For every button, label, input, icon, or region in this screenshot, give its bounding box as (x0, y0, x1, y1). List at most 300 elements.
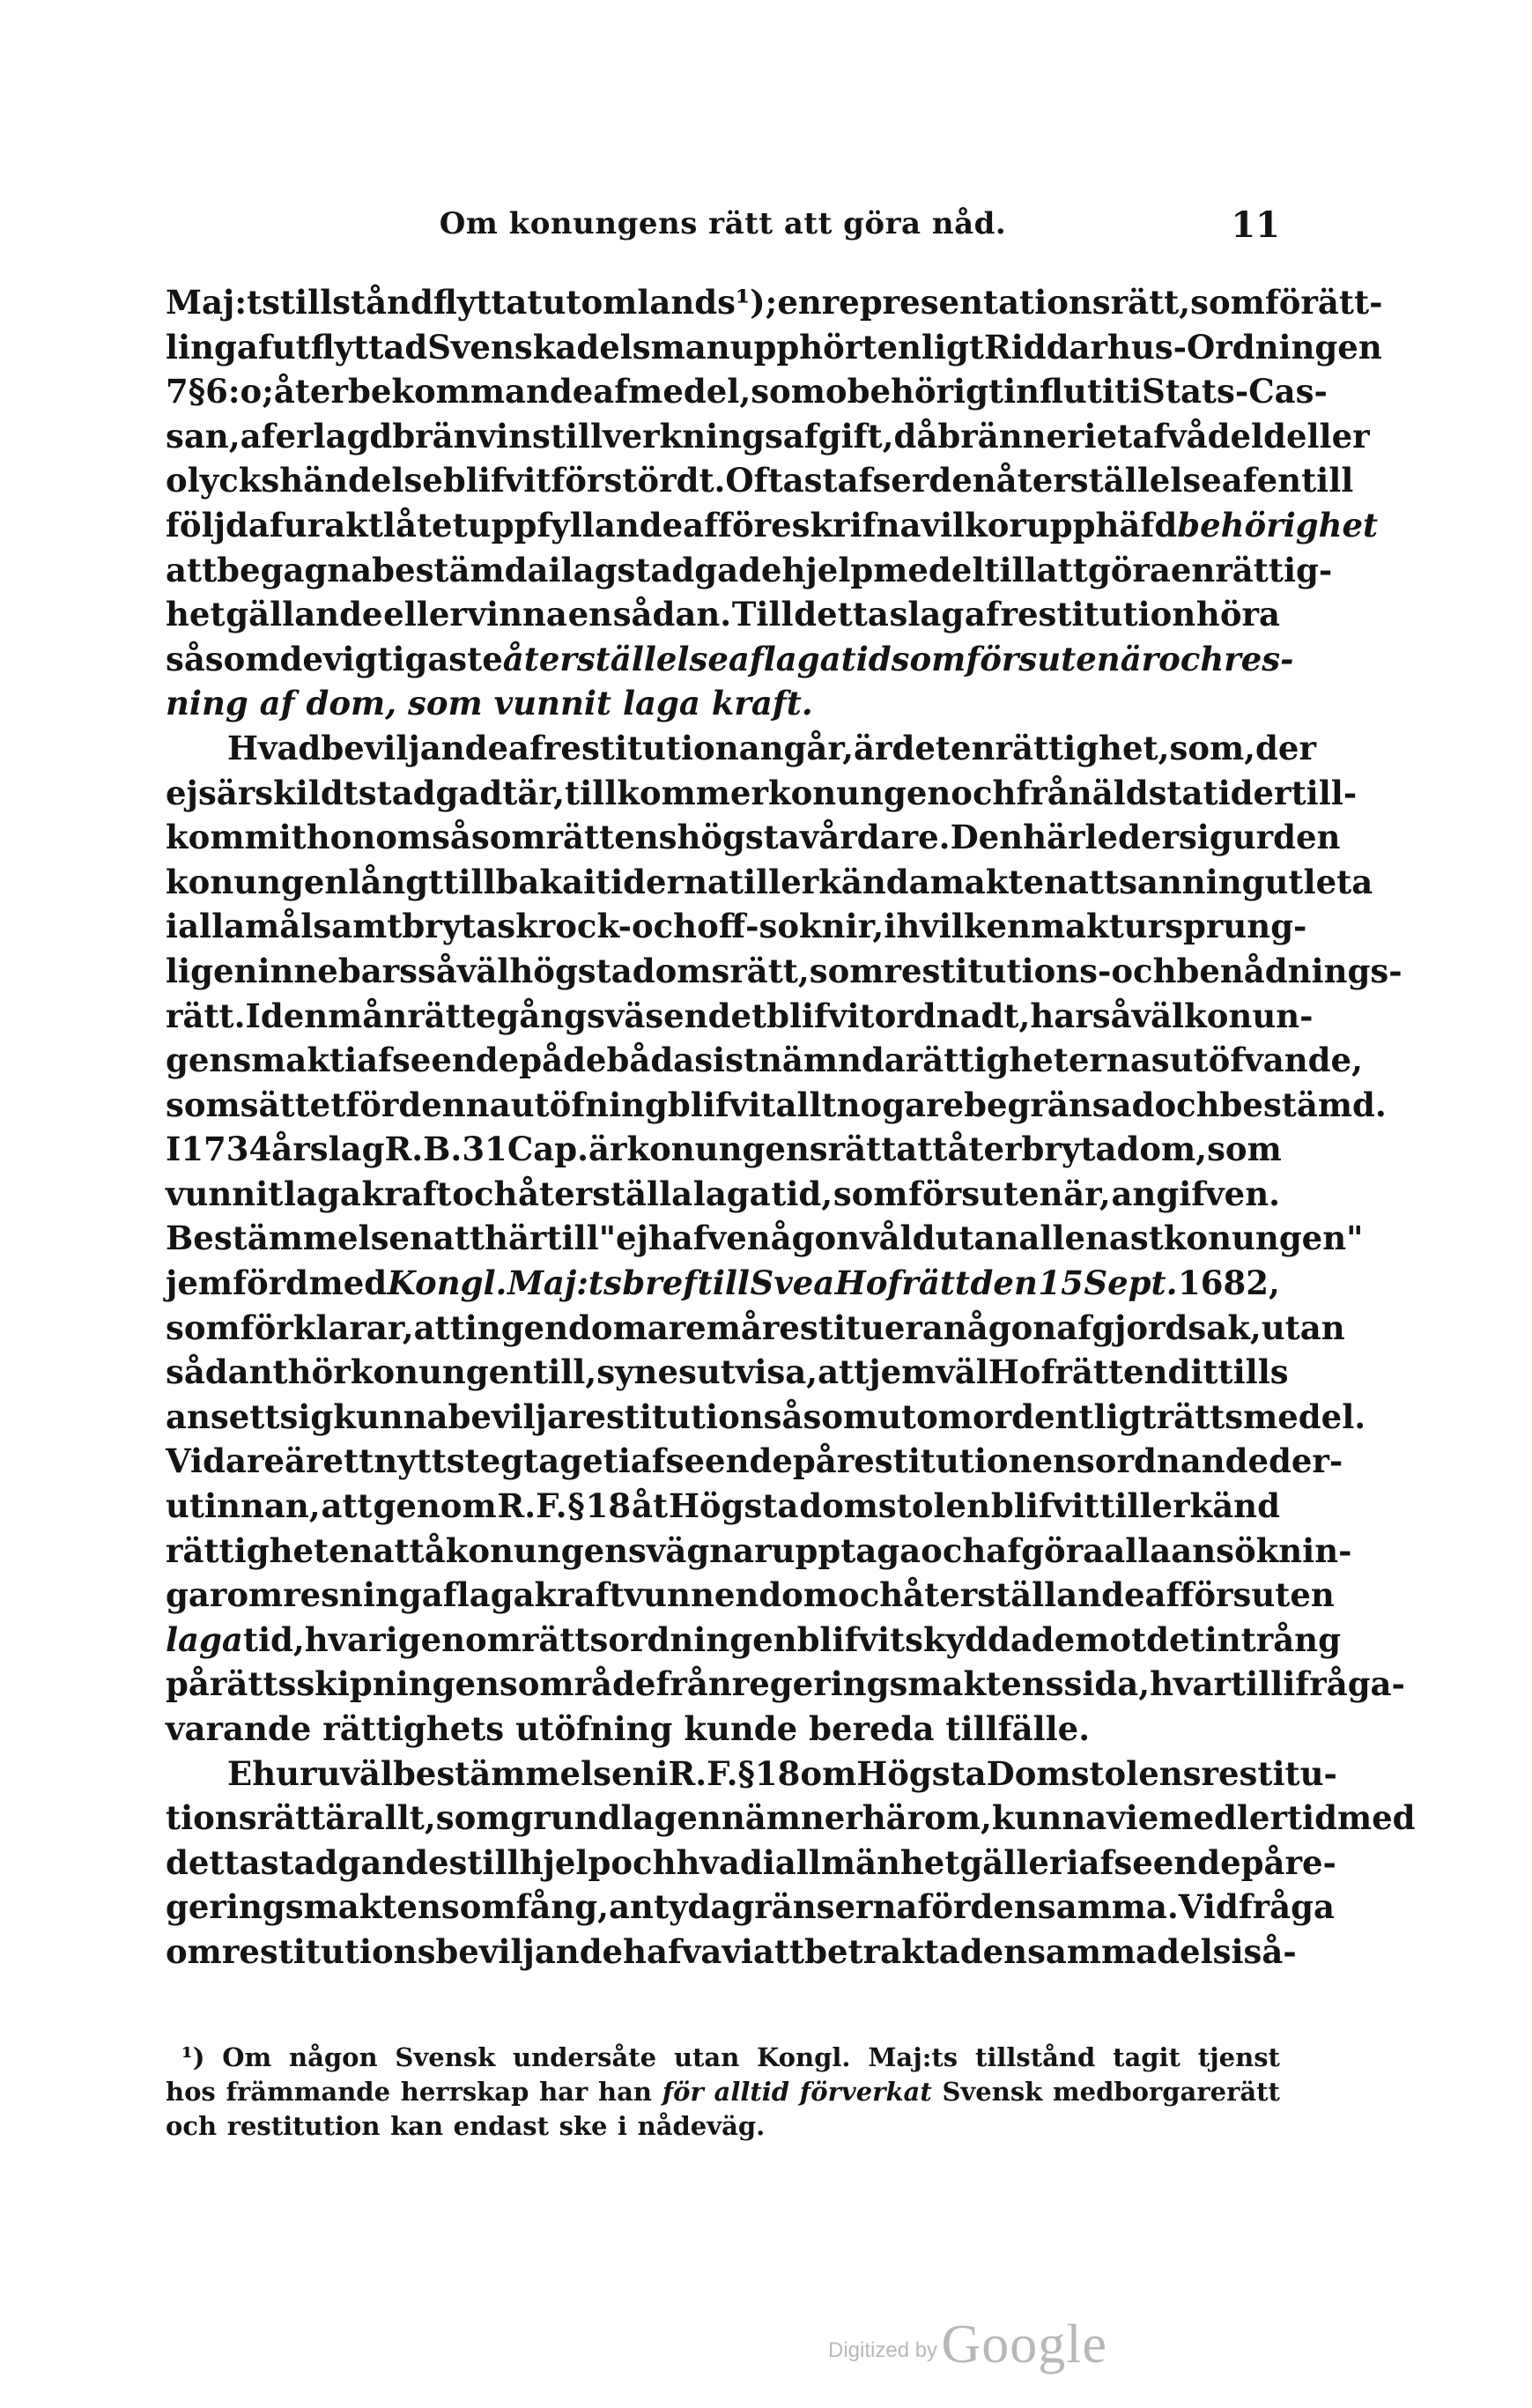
word: att (752, 1931, 805, 1971)
word: en (777, 283, 822, 322)
word: bestämmelsen (392, 1753, 656, 1793)
word: om (166, 1931, 222, 1971)
word: är (588, 1130, 627, 1169)
word: till (697, 1263, 750, 1303)
word: Svensk (427, 327, 556, 367)
word: vi (722, 1931, 753, 1971)
word: nogare (836, 1085, 965, 1124)
word: I (166, 1130, 181, 1169)
footnote-word: ¹) (181, 2042, 205, 2072)
word: att (1036, 550, 1088, 589)
word: representationsrätt, (821, 283, 1191, 322)
word: detta (166, 1842, 261, 1882)
word: som (833, 1174, 908, 1213)
footnote-word: nådeväg. (637, 2111, 766, 2141)
word: i (582, 862, 596, 901)
word: bränneriet (937, 416, 1133, 456)
word: Stats-Cas- (1142, 372, 1328, 411)
word: någon (746, 1219, 861, 1258)
word: hvarigenom (304, 1619, 522, 1659)
footnote-line (166, 2109, 1280, 2144)
word: ordnande (1094, 1441, 1269, 1481)
word: rättigheten (166, 1530, 374, 1570)
word: lag (560, 550, 618, 589)
word: och (921, 1530, 987, 1570)
footnote-word: tjenst (1197, 2042, 1280, 2072)
word: tider (1203, 773, 1291, 812)
word: i (884, 907, 897, 946)
word: enligt (877, 327, 984, 367)
word: laga (456, 1575, 535, 1615)
word: emot (1054, 1619, 1147, 1659)
word: af (240, 416, 276, 456)
text-line (166, 1618, 1341, 1663)
word: blifvit (667, 1085, 776, 1124)
word: restitution (567, 1397, 764, 1436)
word: vinna (467, 595, 567, 634)
footnote-word: ske (559, 2111, 608, 2141)
footnote-word: har (539, 2077, 588, 2107)
word: tiderna (596, 862, 729, 901)
word: kunna (333, 1397, 448, 1436)
word: af (259, 684, 295, 723)
word: väl (1131, 996, 1185, 1035)
word: Vid (1178, 1887, 1239, 1927)
footnote-word: tagit (1113, 2042, 1180, 2072)
word: nämner (721, 1798, 862, 1838)
word: som (166, 1308, 241, 1347)
word: gäller (959, 1842, 1067, 1882)
word: sistnämnda (694, 1041, 906, 1080)
word: utomlands (542, 283, 736, 322)
word: föreskrifna (718, 505, 921, 545)
text-line (166, 1885, 1335, 1930)
word: varande (166, 1709, 312, 1748)
word: ur (1232, 818, 1274, 857)
word: restitutions- (884, 951, 1112, 990)
word: utan (935, 1219, 1019, 1258)
word: som (408, 684, 483, 723)
word: utvisa, (696, 1352, 818, 1392)
text-line (166, 592, 1280, 637)
word: makt (1030, 907, 1124, 946)
word: Vidare (166, 1441, 285, 1481)
word: restitu- (1201, 1753, 1337, 1793)
word: om (800, 1753, 857, 1793)
word: dom (759, 1575, 839, 1615)
word: sak, (1188, 1308, 1262, 1347)
word: en (567, 595, 613, 634)
text-line (166, 1216, 1364, 1261)
word: de (563, 1041, 607, 1080)
word: i (344, 1041, 358, 1080)
word: ett (322, 1441, 374, 1481)
word: dels (1157, 1931, 1232, 1971)
word: område (517, 1664, 656, 1704)
word: och (951, 773, 1017, 812)
word: som (751, 372, 825, 411)
word: laga (166, 1619, 243, 1659)
text-line (166, 1930, 1297, 1975)
text-line (166, 1662, 1405, 1707)
word: denna (398, 1085, 511, 1124)
word: Kongl. (387, 1263, 507, 1303)
word: att (433, 1219, 485, 1258)
word: allt (775, 1085, 837, 1124)
text-line (166, 1752, 1337, 1797)
word: må (706, 1308, 762, 1347)
word: rätt. (166, 996, 246, 1035)
word: upptaga (771, 1530, 921, 1570)
text-line (166, 1350, 1289, 1395)
word: i (166, 907, 179, 946)
word: synes (596, 1352, 697, 1392)
word: återbekommande (273, 372, 594, 411)
word: försuten (966, 639, 1121, 678)
word: emedlertid (1137, 1798, 1337, 1838)
word: att (413, 1308, 465, 1347)
text-line (166, 1841, 1336, 1886)
word: är (854, 728, 892, 767)
word: rättighet, (995, 728, 1170, 767)
word: restitutions (221, 1931, 436, 1971)
word: blifvit (442, 461, 551, 500)
text-line (166, 548, 1333, 593)
word: 7 (166, 372, 189, 411)
word: adelsman (555, 327, 730, 367)
word: angår, (738, 728, 855, 767)
word: begagna (217, 550, 373, 589)
word: fråga (1238, 1887, 1335, 1927)
word: och (1154, 1085, 1220, 1124)
word: Maj:ts (166, 283, 280, 322)
word: betrakta (804, 1931, 960, 1971)
word: rättsordningen (521, 1619, 797, 1659)
word: ursprung- (1123, 907, 1307, 946)
word: rättens (545, 818, 677, 857)
word: 1682, (1178, 1263, 1280, 1303)
text-line (166, 1172, 1280, 1217)
word: Högsta (668, 1486, 799, 1526)
word: Cap. (507, 1130, 588, 1169)
word: resning (283, 1575, 422, 1615)
word: rättighets (322, 1709, 505, 1748)
word: återställa (518, 1174, 693, 1213)
word: för (1264, 283, 1318, 322)
footnote-word: förverkat (799, 2077, 932, 2107)
word: då (893, 416, 938, 456)
text-line (166, 1261, 1280, 1306)
word: ej (166, 773, 198, 812)
word: kunna (991, 1798, 1107, 1838)
footnote-word: utan (673, 2042, 740, 2072)
word: som, (1169, 728, 1256, 767)
word: rätt (827, 1130, 897, 1169)
word: höra (1195, 595, 1280, 634)
word: i (1066, 1842, 1079, 1882)
word: stadgadt (358, 773, 518, 812)
word: våld (860, 1219, 936, 1258)
footnote-word: alltid (714, 2077, 790, 2107)
word: hvad (676, 1842, 763, 1882)
word: vigtigaste (322, 639, 503, 678)
footnote-word: kan (390, 2111, 444, 2141)
word: rättegångsväsendet (407, 996, 767, 1035)
word: domstolen (799, 1486, 990, 1526)
word: återställelse (995, 461, 1222, 500)
text-line (166, 503, 1379, 548)
word: olyckshändelse (166, 461, 443, 500)
word: makt (251, 1041, 345, 1080)
word: kommit (166, 818, 307, 857)
word: Den (950, 818, 1024, 857)
word: å (424, 1530, 446, 1570)
word: steg (446, 1441, 524, 1481)
word: bref (622, 1263, 698, 1303)
word: bestämda (372, 550, 549, 589)
text-line (166, 1439, 1343, 1484)
word: jemförd (166, 1263, 309, 1303)
word: intrång (1204, 1619, 1341, 1659)
text-line (166, 1038, 1363, 1083)
word: upphört (729, 327, 877, 367)
word: vunnit (493, 684, 611, 723)
word: af (1221, 461, 1257, 500)
word: sida, (1063, 1664, 1151, 1704)
word: blifvit (990, 1486, 1099, 1526)
word: utöfvande, (1169, 1041, 1363, 1080)
footnote-word: han (597, 2077, 652, 2107)
word: tillstånd (279, 283, 433, 322)
word: tionsrätt (166, 1798, 326, 1838)
word: § (188, 372, 206, 411)
word: vägnar (646, 1530, 772, 1570)
word: utöfning (515, 1709, 673, 1748)
word: benådnings- (1176, 951, 1402, 990)
word: 1734 (181, 1130, 272, 1169)
word: hör (287, 1352, 351, 1392)
word: konungen (166, 862, 349, 901)
word: sig (279, 1397, 334, 1436)
word: uppfyllande (467, 505, 684, 545)
word: erlagd (275, 416, 393, 456)
word: res- (1224, 639, 1294, 678)
word: från (655, 1664, 732, 1704)
word: restitution (543, 728, 739, 767)
word: Oftast (725, 461, 838, 500)
word: har (1030, 996, 1092, 1035)
word: regeringsmaktens (731, 1664, 1064, 1704)
word: kraftvunnen (534, 1575, 759, 1615)
word: båda (606, 1041, 695, 1080)
word: afseende (357, 1041, 520, 1080)
word: i (618, 1441, 631, 1481)
word: I (245, 996, 261, 1035)
footnote-word: och (166, 2111, 218, 2141)
footnote-word: för (662, 2077, 704, 2107)
word: med (308, 1263, 388, 1303)
word: den (260, 996, 329, 1035)
word: genom (373, 1486, 497, 1526)
word: hafva (623, 1931, 722, 1971)
footnote-word: Kongl. (757, 2042, 851, 2072)
word: allmänhet (774, 1842, 960, 1882)
word: kraft (361, 1174, 452, 1213)
word: kraft. (711, 684, 813, 723)
word: som (1207, 1130, 1282, 1169)
page-number: 11 (1231, 204, 1280, 246)
word: med (1336, 1798, 1416, 1838)
word: Maj:ts (507, 1263, 622, 1303)
word: är (1120, 639, 1159, 678)
word: dom, (306, 684, 397, 723)
word: Hvad (227, 728, 322, 767)
word: laga (622, 684, 700, 723)
word: utöfning (510, 1085, 668, 1124)
word: innebars (257, 951, 418, 990)
word: af (421, 1575, 457, 1615)
footnote-word: undersåte (512, 2042, 657, 2072)
text-line (166, 1529, 1352, 1574)
word: der- (1269, 1441, 1343, 1481)
word: såsom (763, 1397, 878, 1436)
footnote-word: herrskap (400, 2077, 529, 2107)
word: vådeld (1167, 416, 1286, 456)
word: eller (383, 595, 467, 634)
word: alla (1104, 1530, 1172, 1570)
word: ordnadt, (874, 996, 1031, 1035)
word: att (321, 1486, 373, 1526)
text-line (166, 1395, 1366, 1440)
word: till (984, 550, 1037, 589)
word: någon (943, 1308, 1057, 1347)
word: så- (1243, 1931, 1297, 1971)
word: högsta (677, 818, 800, 857)
word: af (728, 639, 764, 678)
word: Bestämmelsen (166, 1219, 433, 1258)
word: 6:o; (205, 372, 274, 411)
word: tillbaka (443, 862, 583, 901)
word: antyda (609, 1887, 732, 1927)
word: densamma (959, 1931, 1158, 1971)
word: som (891, 639, 966, 678)
word: gens (166, 1041, 252, 1080)
word: som (166, 1085, 241, 1124)
text-line (166, 1083, 1387, 1128)
running-header (166, 206, 1280, 248)
word: en (951, 728, 995, 767)
footnote-word: hos (166, 2077, 216, 2107)
word: ¹); (735, 283, 778, 322)
word: äldsta (1092, 773, 1203, 812)
text-line (166, 280, 1383, 325)
word: skyddad (905, 1619, 1055, 1659)
word: vårdare. (799, 818, 951, 857)
word: om (226, 1575, 284, 1615)
footnote-word: Maj:ts (868, 2042, 958, 2072)
word: bryta (402, 907, 498, 946)
word: samt (313, 907, 403, 946)
word: taget (523, 1441, 618, 1481)
word: ligen (166, 951, 258, 990)
word: till- (1291, 773, 1358, 812)
word: sådant (166, 1352, 288, 1392)
word: på (166, 1664, 210, 1704)
word: sättet (240, 1085, 346, 1124)
word: skrock- (497, 907, 632, 946)
word: Sept. (1084, 1263, 1178, 1303)
word: stadgandes (260, 1842, 468, 1882)
word: mån (328, 996, 408, 1035)
word: och (1158, 639, 1225, 678)
word: Hofrätten (988, 1352, 1168, 1392)
word: R.B. (384, 1130, 463, 1169)
digitized-by-google-watermark (828, 2314, 1107, 2376)
word: högsta (509, 951, 633, 990)
footnote-word: Svensk (395, 2042, 496, 2072)
word: tid, (771, 1174, 833, 1213)
word: till, (533, 1352, 597, 1392)
word: afseende (1078, 1842, 1241, 1882)
word: obehörigt (825, 372, 1004, 411)
word: att (818, 1352, 870, 1392)
word: der (1255, 728, 1316, 767)
word: densamma. (970, 1887, 1179, 1927)
word: sanning (1119, 862, 1265, 901)
word: geringsmaktens (166, 1887, 460, 1927)
word: begränsad (964, 1085, 1155, 1124)
footnote-word: Om (222, 2042, 272, 2072)
word: tillhjelp (467, 1842, 611, 1882)
word: Högsta (856, 1753, 987, 1793)
footnote-word: medborgarerätt (1052, 2077, 1280, 2107)
word: såsom (432, 818, 546, 857)
text-line (166, 949, 1402, 994)
text-line (166, 994, 1314, 1039)
word: utinnan, (166, 1486, 321, 1526)
word: hvilken (896, 907, 1031, 946)
word: på (1240, 1842, 1285, 1882)
word: hvartill (1150, 1664, 1284, 1704)
word: särskildt (197, 773, 359, 812)
word: utan (1261, 1308, 1345, 1347)
text-line (166, 1796, 1416, 1841)
word: rättsskipningens (209, 1664, 518, 1704)
text-line (166, 904, 1307, 949)
word: utflyttad (271, 327, 428, 367)
word: nytt (374, 1441, 447, 1481)
word: den (1273, 818, 1341, 857)
text-line (166, 726, 1316, 771)
word: är, (517, 773, 566, 812)
word: åt (632, 1486, 669, 1526)
word: Ehuruväl (227, 1753, 393, 1793)
footnote-line (166, 2075, 1280, 2109)
word: allenast (1018, 1219, 1164, 1258)
running-title: Om konungens rätt att göra nåd. (439, 206, 1007, 241)
word: beviljande (435, 1931, 624, 1971)
word: tillerkänd (1099, 1486, 1280, 1526)
word: Svea (750, 1263, 835, 1303)
word: restituera (761, 1308, 944, 1347)
word: influtit (1003, 372, 1130, 411)
word: laga (692, 1174, 771, 1213)
word: i (548, 550, 561, 589)
word: konungens (445, 1530, 647, 1570)
word: flyttat (433, 283, 543, 322)
word: behörighet (1177, 505, 1379, 545)
word: bestämd. (1219, 1085, 1387, 1124)
